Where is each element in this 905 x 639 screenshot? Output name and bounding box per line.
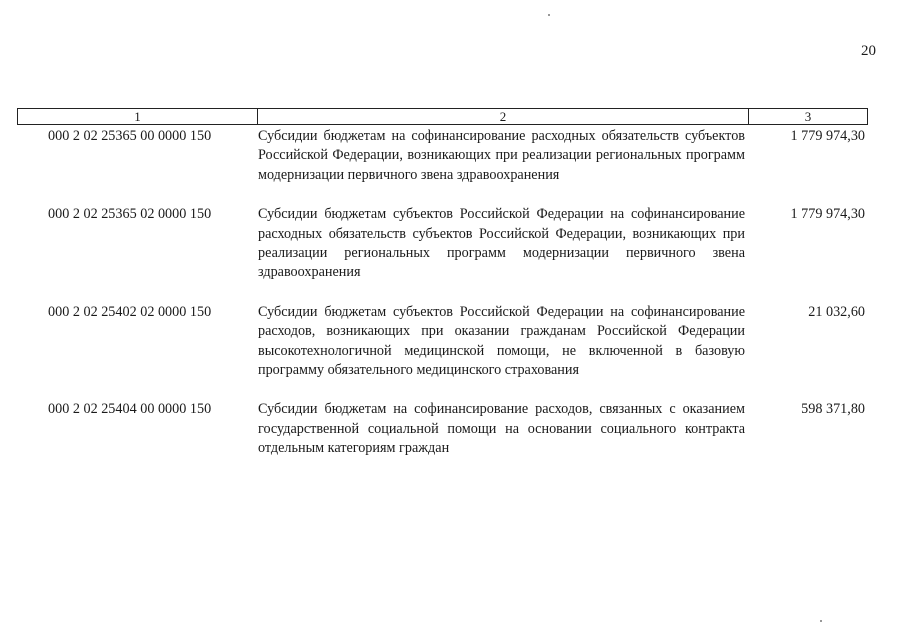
row-description: Субсидии бюджетам субъектов Российской Федерации на софинансирование расходных обязательств субъектов Российской Федерации, возникающих при реализации региональных программ модернизации первичного звена здравоохранения xyxy=(258,206,745,281)
header-col-2: 2 xyxy=(258,109,749,124)
budget-code: 000 2 02 25404 00 0000 150 xyxy=(48,401,212,418)
header-col-1: 1 xyxy=(18,109,258,124)
budget-code: 000 2 02 25365 02 0000 150 xyxy=(48,206,212,223)
row-description: Субсидии бюджетам на софинансирование расходов, связанных с оказанием государственной социальной помощи на основании социального контракта отдельным категориям граждан xyxy=(258,401,745,457)
table-row xyxy=(17,400,868,458)
row-description: Субсидии бюджетам на софинансирование расходных обязательств субъектов Российской Федерации, возникающих при реализации региональных программ модернизации первичного звена здравоохранения xyxy=(258,128,745,183)
row-amount: 598 371,80 xyxy=(801,401,865,418)
table-row xyxy=(17,205,868,283)
budget-code: 000 2 02 25365 00 0000 150 xyxy=(48,128,212,144)
row-amount: 1 779 974,30 xyxy=(790,206,865,223)
table-header xyxy=(17,108,868,125)
scan-speck xyxy=(548,14,550,16)
table-row xyxy=(17,303,868,381)
row-amount: 21 032,60 xyxy=(808,303,865,320)
budget-table xyxy=(17,108,868,459)
row-amount: 1 779 974,30 xyxy=(790,128,865,144)
budget-code: 000 2 02 25402 02 0000 150 xyxy=(48,303,212,320)
page-number: 20 xyxy=(861,43,876,59)
row-description: Субсидии бюджетам субъектов Российской Федерации на софинансирование расходов, возникающих при оказании гражданам Российской Федерации высокотехнологичной медицинской помощи, не включенной в базовую программу обязательного медицинского страхования xyxy=(258,303,745,379)
scan-speck xyxy=(820,620,822,622)
table-row xyxy=(17,127,868,185)
header-col-3: 3 xyxy=(804,109,812,124)
